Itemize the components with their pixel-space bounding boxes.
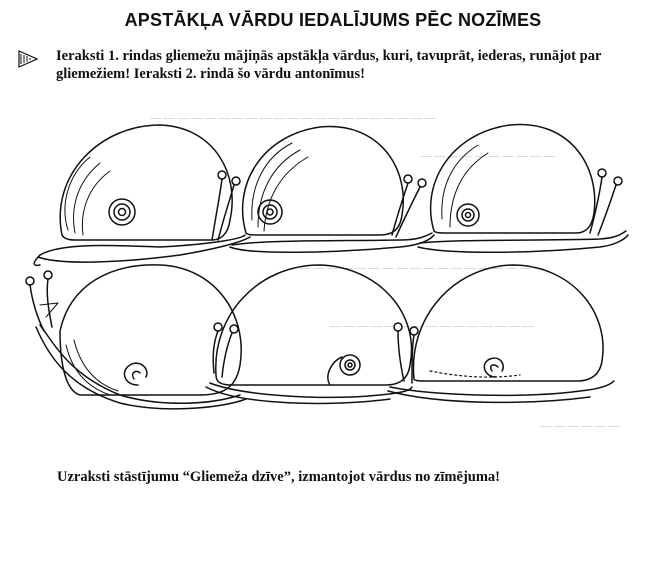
snail-row2-1[interactable] — [26, 265, 246, 409]
snail-row1-3[interactable] — [418, 124, 628, 252]
snail-row2-2[interactable] — [206, 265, 412, 403]
snail-row2-3[interactable] — [388, 265, 614, 402]
instruction-text: Ieraksti 1. rindas gliemežu mājiņās apstākļa vārdus, kuri, tavuprāt, iederas, runājot par gliemežiem! Ieraksti 2. rindā šo vārdu antonīmus! — [56, 48, 602, 82]
page-pointer-icon — [18, 50, 38, 68]
snail-row1-2[interactable] — [230, 126, 434, 252]
page-title: APSTĀKĻA VĀRDU IEDALĪJUMS PĒC NOZĪMES — [124, 10, 542, 30]
bottom-task-text: Uzraksti stāstījumu “Gliemeža dzīve”, izmantojot vārdus no zīmējuma! — [57, 469, 500, 485]
snail-illustrations — [0, 95, 666, 435]
snail-row1-1[interactable] — [34, 125, 250, 265]
